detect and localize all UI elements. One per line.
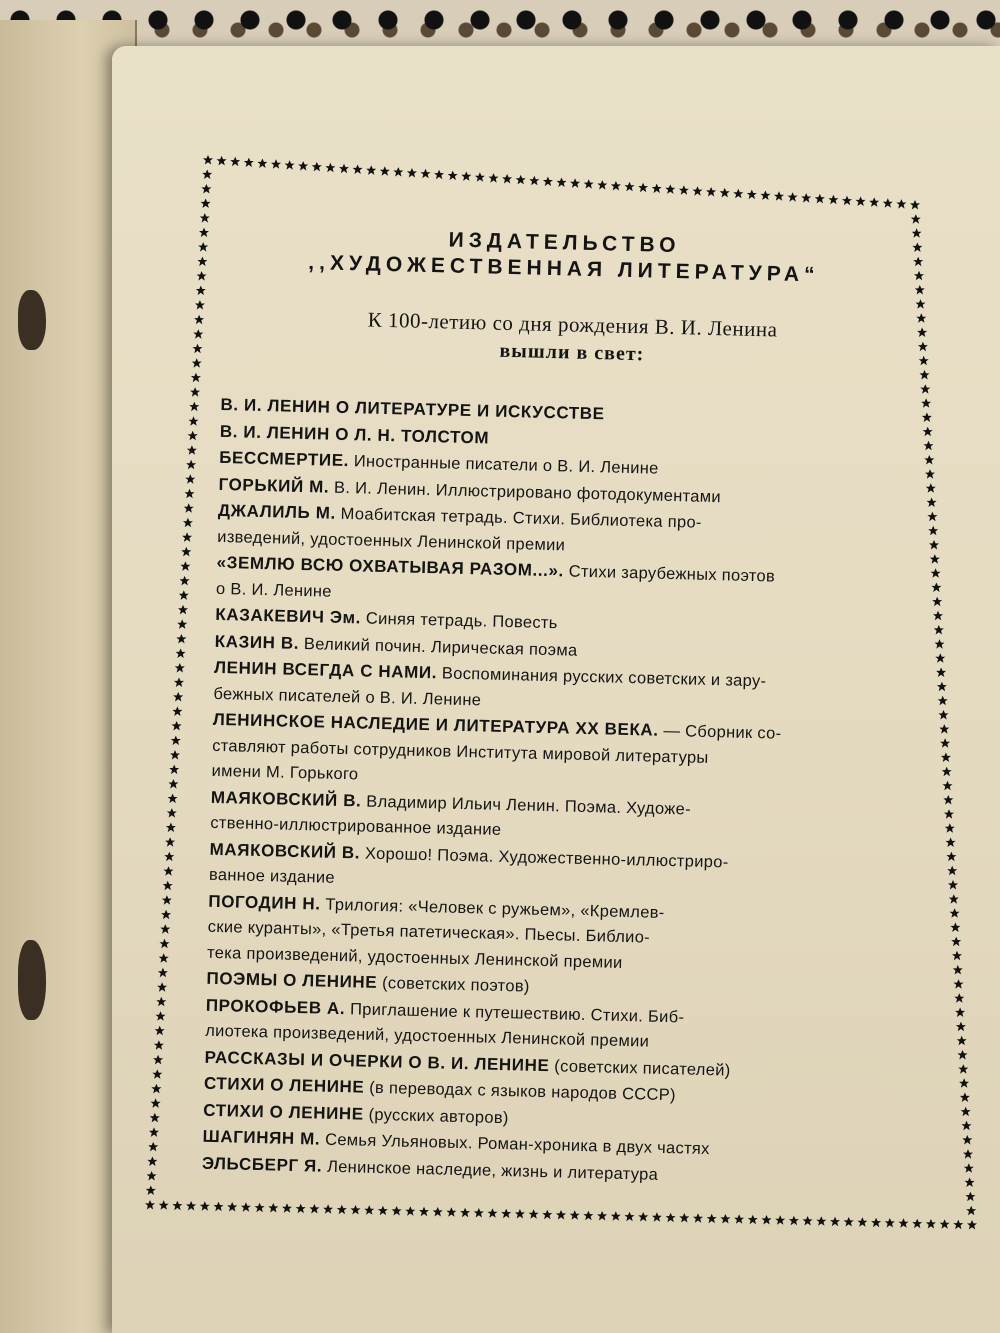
border-star	[157, 982, 167, 992]
border-star	[844, 1217, 854, 1227]
border-star	[961, 1107, 971, 1117]
border-star	[693, 186, 703, 196]
book-description: имени М. Горького	[211, 761, 359, 784]
border-star	[180, 561, 190, 571]
border-star	[816, 1216, 826, 1226]
border-star	[954, 993, 964, 1003]
border-star	[570, 1210, 580, 1220]
border-star	[926, 483, 936, 493]
border-star	[172, 721, 182, 731]
border-star	[173, 692, 183, 702]
border-star	[652, 1212, 662, 1222]
border-star	[178, 605, 188, 615]
border-star	[950, 908, 960, 918]
border-star	[707, 1214, 717, 1224]
border-star	[193, 344, 203, 354]
border-star	[734, 1214, 744, 1224]
border-star	[380, 166, 390, 176]
border-star	[962, 1121, 972, 1131]
border-star	[789, 1216, 799, 1226]
border-star	[162, 895, 172, 905]
border-star	[925, 469, 935, 479]
border-star	[857, 1217, 867, 1227]
border-star	[433, 1207, 443, 1217]
border-star	[148, 1142, 158, 1152]
book-author: ПОЭМЫ О ЛЕНИНЕ	[206, 968, 378, 992]
publisher-line-2: ,,ХУДОЖЕСТВЕННАЯ ЛИТЕРАТУРА“	[308, 251, 820, 287]
border-star	[175, 663, 185, 673]
border-star	[885, 1218, 895, 1228]
book-description: Иностранные писатели о В. И. Ленине	[348, 452, 659, 478]
border-star	[488, 1208, 498, 1218]
border-star	[176, 649, 186, 659]
border-star	[296, 1204, 306, 1214]
border-star	[203, 155, 213, 165]
border-star	[927, 498, 937, 508]
book-description: Ленинское наследие, жизнь и литература	[321, 1157, 659, 1184]
book-author: В. И. ЛЕНИН О ЛИТЕРАТУРЕ И ИСКУССТВЕ	[220, 394, 605, 424]
border-star	[638, 1212, 648, 1222]
border-star	[956, 1022, 966, 1032]
border-star	[165, 837, 175, 847]
border-star	[542, 1210, 552, 1220]
border-star	[733, 189, 743, 199]
border-star	[828, 195, 838, 205]
border-star	[202, 170, 212, 180]
border-star	[176, 634, 186, 644]
border-star	[405, 1206, 415, 1216]
border-star	[474, 1208, 484, 1218]
border-star	[392, 1206, 402, 1216]
border-star	[803, 1216, 813, 1226]
border-star	[325, 163, 335, 173]
border-star	[967, 1220, 977, 1230]
border-star	[515, 1209, 525, 1219]
border-star	[597, 180, 607, 190]
book-description: Владимир Ильич Ленин. Поэма. Художе-	[361, 792, 692, 819]
border-star	[935, 639, 945, 649]
border-star	[939, 724, 949, 734]
border-star	[460, 1208, 470, 1218]
border-star	[815, 194, 825, 204]
book-description: ственно-иллюстрированное издание	[210, 813, 502, 839]
border-star	[183, 518, 193, 528]
book-author: МАЯКОВСКИЙ В.	[210, 787, 362, 811]
border-star	[255, 1203, 265, 1213]
border-star	[597, 1211, 607, 1221]
border-star	[156, 997, 166, 1007]
border-star	[421, 169, 431, 179]
border-star	[934, 625, 944, 635]
border-star	[191, 373, 201, 383]
border-star	[923, 427, 933, 437]
book-description: — Сборник со-	[658, 721, 782, 743]
border-star	[557, 178, 567, 188]
book-author: ПОГОДИН Н.	[208, 891, 321, 914]
border-star	[529, 1209, 539, 1219]
border-star	[227, 1202, 237, 1212]
border-star	[351, 1205, 361, 1215]
border-star	[625, 182, 635, 192]
book-description: о В. И. Ленине	[215, 579, 333, 601]
border-star	[943, 781, 953, 791]
border-star	[196, 286, 206, 296]
border-star	[159, 1200, 169, 1210]
border-star	[922, 413, 932, 423]
book-description: Воспоминания русских советских и зару-	[436, 664, 767, 691]
border-star	[268, 1203, 278, 1213]
border-star	[929, 540, 939, 550]
book-author: ПРОКОФЬЕВ А.	[205, 995, 346, 1018]
border-star	[182, 532, 192, 542]
border-star	[940, 738, 950, 748]
announcement	[202, 222, 925, 1194]
border-star	[927, 512, 937, 522]
border-star	[747, 190, 757, 200]
border-star	[932, 597, 942, 607]
book-author: ЛЕНИНСКОЕ НАСЛЕДИЕ И ЛИТЕРАТУРА XX ВЕКА.	[212, 709, 659, 740]
book-description: тека произведений, удостоенных Ленинской премии	[206, 943, 623, 972]
border-star	[150, 1113, 160, 1123]
border-star	[152, 1069, 162, 1079]
border-star	[941, 753, 951, 763]
border-star	[666, 1213, 676, 1223]
border-star	[570, 178, 580, 188]
border-star	[529, 176, 539, 186]
border-star	[179, 590, 189, 600]
border-star	[953, 1220, 963, 1230]
border-star	[161, 910, 171, 920]
border-star	[911, 214, 921, 224]
border-star	[337, 1205, 347, 1215]
border-star	[181, 547, 191, 557]
border-star	[966, 1206, 976, 1216]
border-star	[931, 583, 941, 593]
border-star	[960, 1093, 970, 1103]
border-star	[965, 1178, 975, 1188]
border-star	[946, 838, 956, 848]
border-star	[912, 228, 922, 238]
border-star	[947, 866, 957, 876]
border-star	[945, 823, 955, 833]
border-star	[748, 1215, 758, 1225]
border-star	[163, 881, 173, 891]
border-star	[309, 1204, 319, 1214]
border-star	[955, 1008, 965, 1018]
border-star	[257, 159, 267, 169]
border-star	[147, 1157, 157, 1167]
book-description: изведений, удостоенных Ленинской премии	[217, 527, 566, 554]
border-star	[856, 197, 866, 207]
book-description: Приглашение к путешествию. Стихи. Биб-	[345, 999, 685, 1026]
border-star	[944, 809, 954, 819]
border-star	[926, 1219, 936, 1229]
book-author: ДЖАЛИЛЬ М.	[217, 500, 337, 523]
border-star	[957, 1036, 967, 1046]
anniversary-line: К 100-летию со дня рождения В. И. Ленина	[367, 307, 778, 342]
border-star	[842, 196, 852, 206]
border-star	[762, 1215, 772, 1225]
border-star	[156, 1011, 166, 1021]
border-star	[186, 1201, 196, 1211]
border-star	[164, 866, 174, 876]
border-star	[378, 1206, 388, 1216]
border-star	[323, 1204, 333, 1214]
border-star	[760, 191, 770, 201]
border-star	[942, 767, 952, 777]
border-star	[364, 1205, 374, 1215]
border-star	[164, 852, 174, 862]
border-star	[172, 1201, 182, 1211]
border-star	[169, 765, 179, 775]
book-author: В. И. ЛЕНИН О Л. Н. ТОЛСТОМ	[219, 421, 490, 448]
book-description: Стихи зарубежных поэтов	[563, 562, 776, 586]
border-star	[160, 924, 170, 934]
border-star	[928, 526, 938, 536]
border-star	[201, 184, 211, 194]
border-star	[869, 197, 879, 207]
border-star	[933, 611, 943, 621]
border-star	[921, 398, 931, 408]
book-author: ГОРЬКИЙ М.	[218, 474, 330, 497]
border-star	[174, 678, 184, 688]
book-description: (в переводах с языков народов СССР)	[364, 1078, 677, 1105]
book-author: СТИХИ О ЛЕНИНЕ	[203, 1073, 365, 1097]
border-star	[419, 1207, 429, 1217]
book-author: МАЯКОВСКИЙ В.	[209, 839, 361, 862]
border-star	[940, 1219, 950, 1229]
border-star	[899, 1218, 909, 1228]
border-star	[801, 193, 811, 203]
book-author: ШАГИНЯН М.	[202, 1126, 321, 1149]
border-star	[353, 165, 363, 175]
book-list	[202, 392, 921, 1194]
book-description: ские куранты», «Третья патетическая». Пьесы. Библио-	[207, 917, 651, 947]
border-star	[194, 315, 204, 325]
border-star	[151, 1098, 161, 1108]
border-star	[953, 965, 963, 975]
border-star	[285, 160, 295, 170]
border-star	[946, 852, 956, 862]
book-description: ставляют работы сотрудников Института мировой литературы	[211, 736, 709, 767]
border-star	[516, 175, 526, 185]
border-star	[963, 1149, 973, 1159]
book-description: Великий почин. Лирическая поэма	[298, 634, 578, 660]
border-star	[920, 384, 930, 394]
border-star	[167, 808, 177, 818]
border-star	[924, 441, 934, 451]
border-star	[177, 619, 187, 629]
border-star	[910, 200, 920, 210]
book-description: Трилогия: «Человек с ружьем», «Кремлев-	[320, 895, 665, 922]
border-star	[282, 1203, 292, 1213]
book-description: (советских поэтов)	[377, 973, 530, 996]
border-star	[775, 1215, 785, 1225]
border-star	[185, 489, 195, 499]
border-star	[298, 161, 308, 171]
border-star	[434, 170, 444, 180]
border-star	[950, 923, 960, 933]
publisher-line-1: ИЗДАТЕЛЬСТВО	[448, 228, 681, 258]
border-star	[958, 1050, 968, 1060]
border-star	[312, 162, 322, 172]
book-description: (русских авторов)	[363, 1105, 509, 1127]
border-star	[184, 503, 194, 513]
border-star	[501, 1209, 511, 1219]
border-star	[958, 1064, 968, 1074]
book-author: КАЗИН В.	[214, 631, 300, 653]
border-star	[244, 158, 254, 168]
book-description: Хорошо! Поэма. Художественно-иллюстриро-	[359, 843, 729, 871]
border-star	[502, 174, 512, 184]
border-star	[774, 191, 784, 201]
border-star	[949, 894, 959, 904]
border-star	[149, 1127, 159, 1137]
border-star	[339, 164, 349, 174]
border-star	[665, 184, 675, 194]
border-star	[230, 157, 240, 167]
border-star	[556, 1210, 566, 1220]
book-description: ванное издание	[208, 865, 336, 887]
border-star	[446, 1207, 456, 1217]
border-star	[151, 1084, 161, 1094]
border-star	[962, 1135, 972, 1145]
border-star	[190, 387, 200, 397]
book-author: РАССКАЗЫ И ОЧЕРКИ О В. И. ЛЕНИНЕ	[204, 1047, 550, 1075]
book-description: бежных писателей о В. И. Ленине	[213, 684, 482, 709]
book-description: Моабитская тетрадь. Стихи. Библиотека про-	[335, 504, 702, 532]
border-star	[652, 184, 662, 194]
border-star	[883, 198, 893, 208]
book-author: БЕССМЕРТИЕ.	[219, 447, 350, 471]
border-star	[170, 750, 180, 760]
border-star	[200, 1201, 210, 1211]
border-star	[475, 172, 485, 182]
border-star	[195, 300, 205, 310]
border-star	[584, 179, 594, 189]
border-star	[166, 823, 176, 833]
border-star	[146, 1186, 156, 1196]
border-star	[638, 183, 648, 193]
border-star	[189, 416, 199, 426]
border-star	[788, 192, 798, 202]
border-star	[214, 1202, 224, 1212]
border-star	[896, 199, 906, 209]
border-star	[693, 1213, 703, 1223]
border-star	[168, 794, 178, 804]
border-star	[185, 474, 195, 484]
border-star	[160, 939, 170, 949]
book-description: лиотека произведений, удостоенных Ленинской премии	[205, 1021, 650, 1051]
border-star	[954, 979, 964, 989]
border-star	[153, 1055, 163, 1065]
border-star	[448, 171, 458, 181]
border-star	[611, 1211, 621, 1221]
border-star	[188, 431, 198, 441]
border-star	[948, 880, 958, 890]
border-star	[830, 1217, 840, 1227]
border-star	[461, 171, 471, 181]
border-star	[171, 736, 181, 746]
book-author: «ЗЕМЛЮ ВСЮ ОХВАТЫВАЯ РАЗОМ...».	[216, 552, 565, 581]
border-star	[158, 968, 168, 978]
border-star	[154, 1040, 164, 1050]
border-star	[936, 668, 946, 678]
book-description: В. И. Ленин. Иллюстрировано фотодокументами	[328, 478, 722, 506]
border-star	[271, 159, 281, 169]
border-star	[187, 445, 197, 455]
border-star	[959, 1078, 969, 1088]
border-star	[393, 167, 403, 177]
border-star	[679, 185, 689, 195]
border-star	[611, 181, 621, 191]
border-star	[159, 953, 169, 963]
book-author: ЭЛЬСБЕРГ Я.	[201, 1153, 323, 1176]
border-star	[168, 779, 178, 789]
book-description: Синяя тетрадь. Повесть	[360, 609, 558, 633]
border-star	[912, 1219, 922, 1229]
border-star	[366, 165, 376, 175]
border-star	[939, 710, 949, 720]
border-star	[952, 951, 962, 961]
border-star	[720, 188, 730, 198]
border-star	[147, 1171, 157, 1181]
border-star	[186, 460, 196, 470]
border-star	[871, 1218, 881, 1228]
border-star	[924, 455, 934, 465]
border-star	[706, 187, 716, 197]
border-star	[192, 358, 202, 368]
border-star	[935, 653, 945, 663]
border-star	[583, 1211, 593, 1221]
border-star	[943, 795, 953, 805]
border-star	[930, 554, 940, 564]
border-star	[543, 177, 553, 187]
border-star	[720, 1214, 730, 1224]
border-star	[951, 937, 961, 947]
book-author: СТИХИ О ЛЕНИНЕ	[203, 1100, 364, 1124]
border-star	[193, 329, 203, 339]
border-star	[625, 1212, 635, 1222]
border-star	[938, 696, 948, 706]
published-line: вышли в свет:	[499, 339, 645, 366]
border-star	[189, 402, 199, 412]
book-description: Семья Ульяновых. Роман-хроника в двух частях	[319, 1130, 710, 1159]
border-star	[172, 707, 182, 717]
border-star	[180, 576, 190, 586]
border-star	[155, 1026, 165, 1036]
border-star	[931, 568, 941, 578]
border-star	[201, 199, 211, 209]
border-star	[937, 682, 947, 692]
border-star	[407, 168, 417, 178]
book-author: ЛЕНИН ВСЕГДА С НАМИ.	[213, 657, 438, 683]
border-star	[965, 1192, 975, 1202]
border-star	[241, 1202, 251, 1212]
border-star	[679, 1213, 689, 1223]
border-star	[145, 1200, 155, 1210]
border-star	[964, 1163, 974, 1173]
border-star	[489, 173, 499, 183]
border-star	[217, 156, 227, 166]
book-description: (советских писателей)	[549, 1056, 731, 1080]
book-author: КАЗАКЕВИЧ Эм.	[215, 604, 362, 628]
